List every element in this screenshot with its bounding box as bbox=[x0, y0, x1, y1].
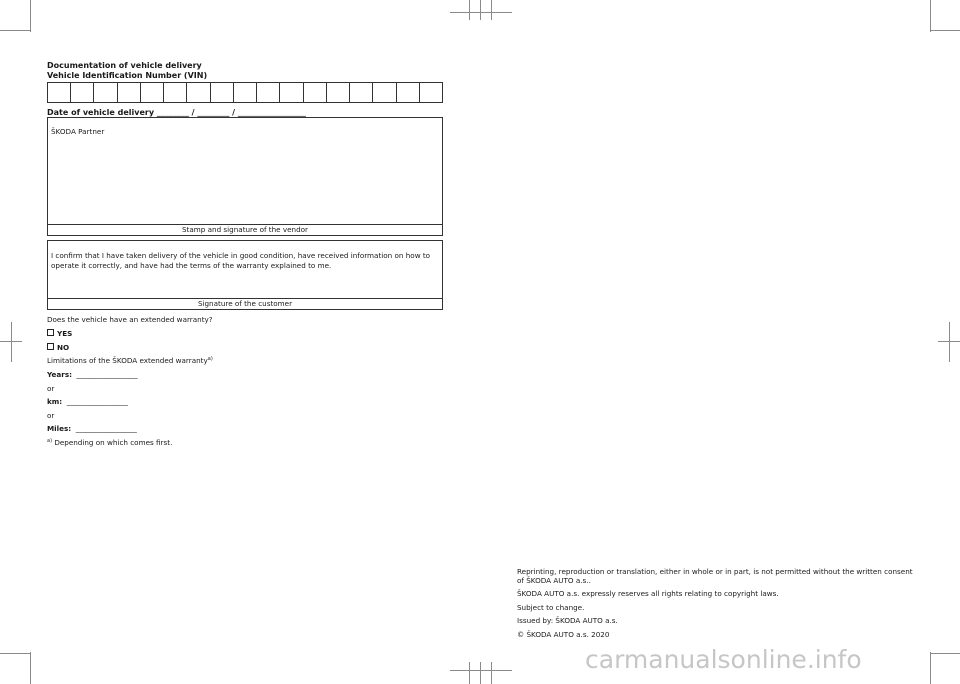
crop-mark bbox=[491, 0, 492, 20]
crop-mark bbox=[30, 0, 31, 32]
km-field[interactable] bbox=[47, 397, 128, 407]
vin-cell[interactable] bbox=[234, 83, 257, 102]
crop-mark bbox=[0, 653, 30, 654]
checkbox-icon[interactable] bbox=[47, 343, 54, 350]
vin-cell[interactable] bbox=[164, 83, 187, 102]
subject-to-change: Subject to change. bbox=[517, 603, 585, 612]
crop-mark bbox=[930, 653, 960, 654]
warranty-limitations bbox=[47, 356, 213, 366]
vin-cell[interactable] bbox=[187, 83, 210, 102]
crop-mark bbox=[930, 30, 960, 31]
crop-mark bbox=[450, 670, 512, 671]
crop-mark bbox=[0, 30, 30, 31]
skoda-partner-label: ŠKODA Partner bbox=[51, 127, 105, 136]
crop-mark bbox=[930, 0, 931, 32]
crop-mark bbox=[469, 0, 470, 20]
years-value[interactable]: _________________ bbox=[76, 370, 138, 379]
km-value[interactable]: _________________ bbox=[66, 397, 128, 406]
miles-value[interactable]: _________________ bbox=[75, 424, 137, 433]
crop-mark bbox=[450, 12, 512, 13]
document-title: Documentation of vehicle delivery bbox=[47, 61, 202, 70]
vendor-signature-caption: Stamp and signature of the vendor bbox=[48, 224, 442, 235]
vin-cell[interactable] bbox=[420, 83, 442, 102]
watermark: carmanualsonline.info bbox=[585, 645, 862, 674]
extended-warranty-question: Does the vehicle have an extended warranty? bbox=[47, 315, 213, 324]
years-label: Years: bbox=[47, 370, 72, 379]
issued-by: Issued by: ŠKODA AUTO a.s. bbox=[517, 616, 618, 625]
option-no-label: NO bbox=[57, 343, 70, 352]
reprint-notice: Reprinting, reproduction or translation, either in whole or in part, is not permitted without the written consent of ŠKODA AUTO a.s.. bbox=[517, 567, 913, 585]
customer-statement: I confirm that I have taken delivery of the vehicle in good condition, have received information on how to operate it correctly, and have had the terms of the warranty explained to me. bbox=[51, 251, 431, 270]
crop-mark bbox=[491, 662, 492, 684]
copyright-notice: © ŠKODA AUTO a.s. 2020 bbox=[517, 630, 610, 639]
delivery-date-field[interactable]: Date of vehicle delivery ________ / ________ / _________________ bbox=[47, 108, 306, 117]
vin-label: Vehicle Identification Number (VIN) bbox=[47, 71, 208, 80]
vin-cell[interactable] bbox=[397, 83, 420, 102]
crop-mark bbox=[480, 0, 481, 20]
crop-mark bbox=[480, 662, 481, 684]
customer-signature-caption: Signature of the customer bbox=[48, 298, 442, 309]
vin-cell[interactable] bbox=[141, 83, 164, 102]
crop-mark bbox=[469, 662, 470, 684]
vin-grid[interactable] bbox=[47, 82, 443, 103]
vin-cell[interactable] bbox=[71, 83, 94, 102]
years-field[interactable] bbox=[47, 370, 138, 380]
vin-cell[interactable] bbox=[327, 83, 350, 102]
vin-cell[interactable] bbox=[280, 83, 303, 102]
crop-mark bbox=[930, 652, 931, 684]
vin-cell[interactable] bbox=[350, 83, 373, 102]
footnote-text: Depending on which comes first. bbox=[54, 438, 173, 447]
vin-cell[interactable] bbox=[48, 83, 71, 102]
km-label: km: bbox=[47, 397, 63, 406]
option-no[interactable] bbox=[47, 343, 69, 353]
footnote bbox=[47, 438, 172, 448]
footnote-ref: a) bbox=[207, 356, 213, 362]
vin-cell[interactable] bbox=[94, 83, 117, 102]
copyright-rights: ŠKODA AUTO a.s. expressly reserves all rights relating to copyright laws. bbox=[517, 589, 779, 598]
option-yes-label: YES bbox=[57, 329, 73, 338]
vin-cell[interactable] bbox=[304, 83, 327, 102]
customer-signature-box[interactable] bbox=[47, 240, 443, 310]
warranty-limitations-text: Limitations of the ŠKODA extended warranty bbox=[47, 356, 208, 365]
footnote-mark: a) bbox=[47, 438, 53, 444]
crop-mark bbox=[30, 652, 31, 684]
miles-label: Miles: bbox=[47, 424, 72, 433]
crop-mark bbox=[11, 322, 12, 362]
vin-cell[interactable] bbox=[211, 83, 234, 102]
miles-field[interactable] bbox=[47, 424, 137, 434]
vin-cell[interactable] bbox=[118, 83, 141, 102]
or-text: or bbox=[47, 411, 55, 420]
vin-cell[interactable] bbox=[373, 83, 396, 102]
option-yes[interactable] bbox=[47, 329, 72, 339]
vin-cell[interactable] bbox=[257, 83, 280, 102]
vendor-stamp-box[interactable] bbox=[47, 117, 443, 236]
checkbox-icon[interactable] bbox=[47, 329, 54, 336]
crop-mark bbox=[949, 322, 950, 362]
or-text: or bbox=[47, 384, 55, 393]
